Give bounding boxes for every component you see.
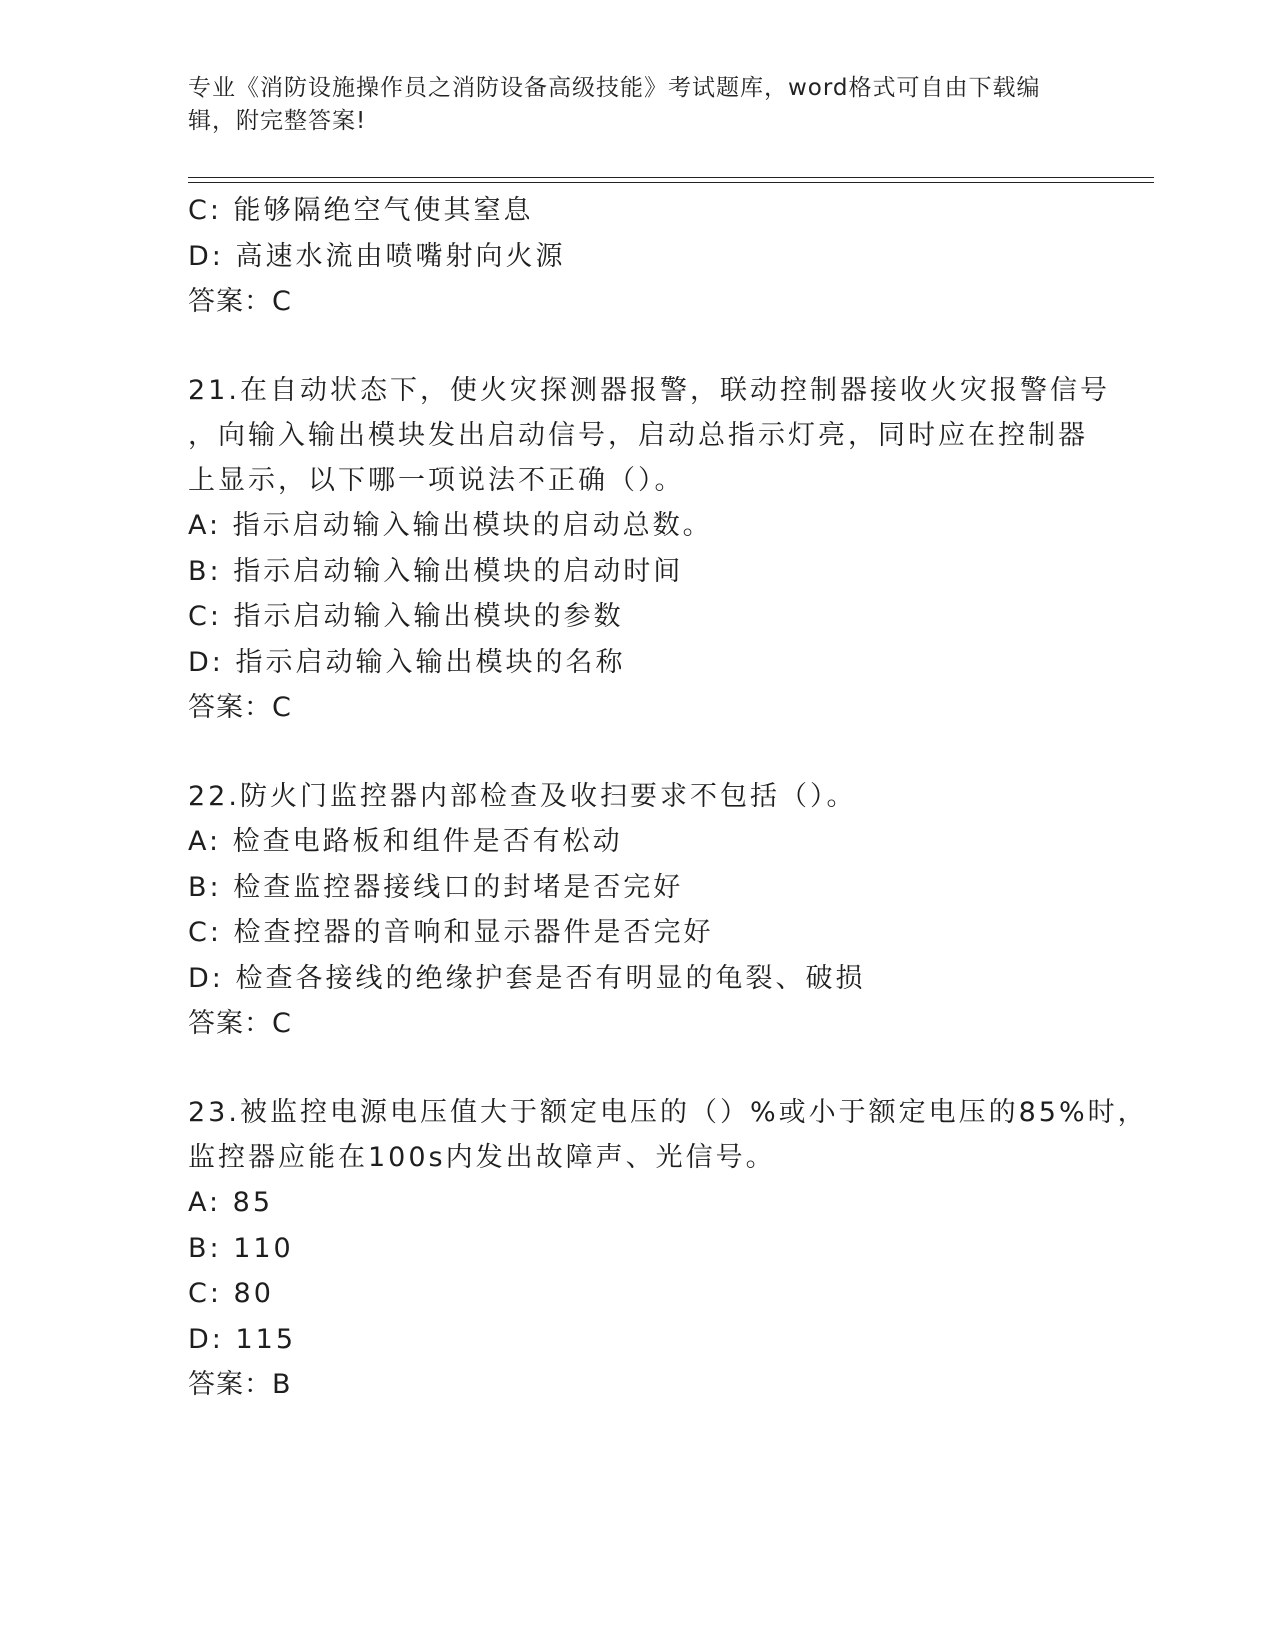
header-intro-line-2: 辑，附完整答案! [188, 108, 367, 134]
answer-label: 答案：B [188, 1369, 292, 1400]
option-d: D: 高速水流由喷嘴射向火源 [188, 240, 566, 272]
option-c: C: 能够隔绝空气使其窒息 [188, 195, 534, 226]
answer-label: 答案：C [188, 692, 292, 723]
option-d: D: 指示启动输入输出模块的名称 [188, 646, 626, 678]
option-b: B: 110 [188, 1232, 294, 1264]
question-text [188, 1090, 1148, 1180]
option-a: A: 指示启动输入输出模块的启动总数。 [188, 510, 713, 541]
option-c: C: 检查控器的音响和显示器件是否完好 [188, 917, 714, 948]
question-22 [188, 774, 1088, 1047]
question-text-line: 监控器应能在100s内发出故障声、光信号。 [188, 1142, 776, 1173]
header-divider-bottom [188, 182, 1154, 183]
question-text-line: ，向输入输出模块发出启动信号，启动总指示灯亮，同时应在控制器 [188, 420, 1088, 451]
option-b: B: 指示启动输入输出模块的启动时间 [188, 555, 684, 587]
question-list [188, 188, 1148, 1408]
option-c: C: 指示启动输入输出模块的参数 [188, 601, 624, 632]
option-a: A: 85 [188, 1187, 274, 1218]
header-divider-top [188, 177, 1154, 178]
option-b: B: 检查监控器接线口的封堵是否完好 [188, 871, 684, 903]
question-21 [188, 368, 1110, 731]
prev-question-tail [188, 188, 1088, 325]
question-text [188, 774, 1088, 819]
question-text-line: 21.在自动状态下，使火灾探测器报警，联动控制器接收火灾报警信号 [188, 375, 1110, 406]
question-text [188, 368, 1110, 503]
answer-label: 答案：C [188, 286, 292, 317]
question-23 [188, 1090, 1148, 1408]
option-d: D: 检查各接线的绝缘护套是否有明显的龟裂、破损 [188, 962, 866, 994]
document-header [188, 72, 1088, 138]
header-intro-line-1: 专业《消防设施操作员之消防设备高级技能》考试题库，word格式可自由下载编 [188, 75, 1041, 101]
question-text-line: 22.防火门监控器内部检查及收扫要求不包括（）。 [188, 781, 857, 812]
option-a: A: 检查电路板和组件是否有松动 [188, 826, 623, 857]
question-text-line: 上显示，以下哪一项说法不正确（）。 [188, 465, 685, 496]
option-c: C: 80 [188, 1278, 274, 1309]
option-d: D: 115 [188, 1323, 297, 1355]
question-text-line: 23.被监控电源电压值大于额定电压的（）%或小于额定电压的85%时， [188, 1097, 1148, 1128]
answer-label: 答案：C [188, 1008, 292, 1039]
